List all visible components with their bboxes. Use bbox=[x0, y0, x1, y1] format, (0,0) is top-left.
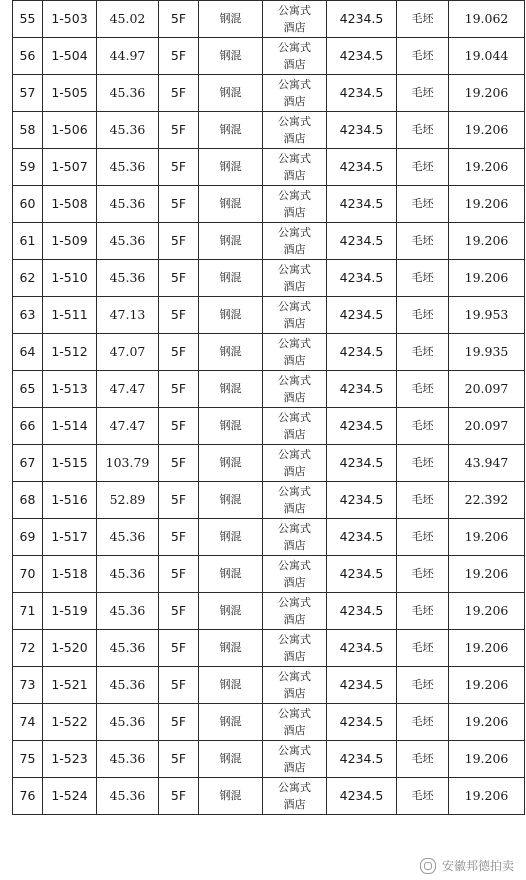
usage-line: 酒店 bbox=[283, 58, 306, 71]
table-row bbox=[13, 741, 525, 778]
total-cell: 19.206 bbox=[449, 741, 525, 778]
usage-line: 酒店 bbox=[283, 650, 306, 663]
usage-cell bbox=[263, 223, 327, 260]
total-cell: 20.097 bbox=[449, 371, 525, 408]
total-cell: 43.947 bbox=[449, 445, 525, 482]
row-number-cell: 68 bbox=[13, 482, 43, 519]
area-cell: 45.36 bbox=[97, 186, 159, 223]
structure-cell: 钢混 bbox=[199, 149, 263, 186]
area-cell: 45.36 bbox=[97, 556, 159, 593]
floor-cell: 5F bbox=[159, 297, 199, 334]
row-number-cell: 66 bbox=[13, 408, 43, 445]
usage-line: 公寓式 bbox=[278, 522, 311, 535]
row-number-cell: 57 bbox=[13, 75, 43, 112]
table-row bbox=[13, 38, 525, 75]
usage-cell bbox=[263, 75, 327, 112]
row-number-cell: 56 bbox=[13, 38, 43, 75]
table-row bbox=[13, 667, 525, 704]
unit-number-cell: 1-506 bbox=[43, 112, 97, 149]
table-row bbox=[13, 556, 525, 593]
unit-number-cell: 1-523 bbox=[43, 741, 97, 778]
area-cell: 45.36 bbox=[97, 741, 159, 778]
usage-line: 酒店 bbox=[283, 539, 306, 552]
row-number-cell: 69 bbox=[13, 519, 43, 556]
unit-number-cell: 1-521 bbox=[43, 667, 97, 704]
price-cell: 4234.5 bbox=[327, 297, 397, 334]
usage-line: 酒店 bbox=[283, 317, 306, 330]
table-row bbox=[13, 1, 525, 38]
area-cell: 45.36 bbox=[97, 630, 159, 667]
area-cell: 47.13 bbox=[97, 297, 159, 334]
price-cell: 4234.5 bbox=[327, 149, 397, 186]
usage-line: 公寓式 bbox=[278, 781, 311, 794]
row-number-cell: 70 bbox=[13, 556, 43, 593]
structure-cell: 钢混 bbox=[199, 667, 263, 704]
price-cell: 4234.5 bbox=[327, 38, 397, 75]
usage-line: 公寓式 bbox=[278, 263, 311, 276]
usage-line: 酒店 bbox=[283, 576, 306, 589]
usage-line: 公寓式 bbox=[278, 41, 311, 54]
row-number-cell: 71 bbox=[13, 593, 43, 630]
area-cell: 103.79 bbox=[97, 445, 159, 482]
floor-cell: 5F bbox=[159, 149, 199, 186]
usage-cell bbox=[263, 704, 327, 741]
structure-cell: 钢混 bbox=[199, 334, 263, 371]
usage-line: 酒店 bbox=[283, 761, 306, 774]
structure-cell: 钢混 bbox=[199, 593, 263, 630]
floor-cell: 5F bbox=[159, 482, 199, 519]
structure-cell: 钢混 bbox=[199, 482, 263, 519]
area-cell: 45.36 bbox=[97, 778, 159, 815]
unit-number-cell: 1-520 bbox=[43, 630, 97, 667]
watermark bbox=[420, 857, 514, 874]
total-cell: 19.206 bbox=[449, 519, 525, 556]
usage-cell bbox=[263, 593, 327, 630]
area-cell: 45.36 bbox=[97, 149, 159, 186]
usage-line: 酒店 bbox=[283, 95, 306, 108]
floor-cell: 5F bbox=[159, 1, 199, 38]
floor-cell: 5F bbox=[159, 519, 199, 556]
usage-line: 酒店 bbox=[283, 132, 306, 145]
floor-cell: 5F bbox=[159, 445, 199, 482]
total-cell: 19.206 bbox=[449, 704, 525, 741]
total-cell: 19.953 bbox=[449, 297, 525, 334]
floor-cell: 5F bbox=[159, 112, 199, 149]
unit-number-cell: 1-503 bbox=[43, 1, 97, 38]
total-cell: 19.206 bbox=[449, 223, 525, 260]
structure-cell: 钢混 bbox=[199, 556, 263, 593]
price-cell: 4234.5 bbox=[327, 704, 397, 741]
total-cell: 19.206 bbox=[449, 630, 525, 667]
area-cell: 45.36 bbox=[97, 75, 159, 112]
unit-number-cell: 1-515 bbox=[43, 445, 97, 482]
total-cell: 19.044 bbox=[449, 38, 525, 75]
usage-cell bbox=[263, 556, 327, 593]
price-cell: 4234.5 bbox=[327, 667, 397, 704]
usage-line: 酒店 bbox=[283, 280, 306, 293]
unit-number-cell: 1-508 bbox=[43, 186, 97, 223]
property-table bbox=[12, 0, 525, 815]
condition-cell: 毛坯 bbox=[397, 519, 449, 556]
usage-line: 公寓式 bbox=[278, 707, 311, 720]
price-cell: 4234.5 bbox=[327, 519, 397, 556]
row-number-cell: 60 bbox=[13, 186, 43, 223]
usage-line: 公寓式 bbox=[278, 300, 311, 313]
condition-cell: 毛坯 bbox=[397, 186, 449, 223]
unit-number-cell: 1-512 bbox=[43, 334, 97, 371]
unit-number-cell: 1-505 bbox=[43, 75, 97, 112]
usage-line: 公寓式 bbox=[278, 226, 311, 239]
floor-cell: 5F bbox=[159, 556, 199, 593]
total-cell: 20.097 bbox=[449, 408, 525, 445]
usage-line: 公寓式 bbox=[278, 596, 311, 609]
total-cell: 19.935 bbox=[449, 334, 525, 371]
unit-number-cell: 1-516 bbox=[43, 482, 97, 519]
table-row bbox=[13, 445, 525, 482]
usage-line: 酒店 bbox=[283, 21, 306, 34]
table-row bbox=[13, 630, 525, 667]
unit-number-cell: 1-511 bbox=[43, 297, 97, 334]
usage-line: 酒店 bbox=[283, 354, 306, 367]
price-cell: 4234.5 bbox=[327, 445, 397, 482]
structure-cell: 钢混 bbox=[199, 75, 263, 112]
floor-cell: 5F bbox=[159, 667, 199, 704]
unit-number-cell: 1-519 bbox=[43, 593, 97, 630]
table-row bbox=[13, 408, 525, 445]
row-number-cell: 59 bbox=[13, 149, 43, 186]
row-number-cell: 75 bbox=[13, 741, 43, 778]
row-number-cell: 64 bbox=[13, 334, 43, 371]
row-number-cell: 76 bbox=[13, 778, 43, 815]
price-cell: 4234.5 bbox=[327, 112, 397, 149]
condition-cell: 毛坯 bbox=[397, 556, 449, 593]
price-cell: 4234.5 bbox=[327, 223, 397, 260]
usage-line: 公寓式 bbox=[278, 670, 311, 683]
total-cell: 19.206 bbox=[449, 149, 525, 186]
usage-line: 公寓式 bbox=[278, 411, 311, 424]
condition-cell: 毛坯 bbox=[397, 408, 449, 445]
watermark-text: 安徽邦德拍卖 bbox=[441, 859, 514, 873]
row-number-cell: 58 bbox=[13, 112, 43, 149]
unit-number-cell: 1-513 bbox=[43, 371, 97, 408]
usage-line: 公寓式 bbox=[278, 189, 311, 202]
table-row bbox=[13, 297, 525, 334]
structure-cell: 钢混 bbox=[199, 223, 263, 260]
usage-line: 酒店 bbox=[283, 169, 306, 182]
table-row bbox=[13, 112, 525, 149]
unit-number-cell: 1-504 bbox=[43, 38, 97, 75]
usage-line: 酒店 bbox=[283, 687, 306, 700]
structure-cell: 钢混 bbox=[199, 630, 263, 667]
area-cell: 47.47 bbox=[97, 371, 159, 408]
condition-cell: 毛坯 bbox=[397, 75, 449, 112]
structure-cell: 钢混 bbox=[199, 297, 263, 334]
structure-cell: 钢混 bbox=[199, 704, 263, 741]
area-cell: 44.97 bbox=[97, 38, 159, 75]
table-row bbox=[13, 149, 525, 186]
area-cell: 47.47 bbox=[97, 408, 159, 445]
usage-line: 公寓式 bbox=[278, 633, 311, 646]
total-cell: 19.206 bbox=[449, 556, 525, 593]
price-cell: 4234.5 bbox=[327, 186, 397, 223]
total-cell: 19.206 bbox=[449, 186, 525, 223]
usage-cell bbox=[263, 519, 327, 556]
area-cell: 52.89 bbox=[97, 482, 159, 519]
table-row bbox=[13, 519, 525, 556]
usage-cell bbox=[263, 778, 327, 815]
table-row bbox=[13, 371, 525, 408]
usage-line: 公寓式 bbox=[278, 337, 311, 350]
total-cell: 19.206 bbox=[449, 112, 525, 149]
condition-cell: 毛坯 bbox=[397, 593, 449, 630]
table-row bbox=[13, 75, 525, 112]
usage-cell bbox=[263, 334, 327, 371]
condition-cell: 毛坯 bbox=[397, 38, 449, 75]
floor-cell: 5F bbox=[159, 75, 199, 112]
structure-cell: 钢混 bbox=[199, 38, 263, 75]
row-number-cell: 61 bbox=[13, 223, 43, 260]
wechat-icon bbox=[420, 858, 436, 874]
floor-cell: 5F bbox=[159, 38, 199, 75]
usage-cell bbox=[263, 38, 327, 75]
structure-cell: 钢混 bbox=[199, 741, 263, 778]
floor-cell: 5F bbox=[159, 260, 199, 297]
usage-line: 公寓式 bbox=[278, 115, 311, 128]
table-row bbox=[13, 482, 525, 519]
usage-line: 公寓式 bbox=[278, 744, 311, 757]
condition-cell: 毛坯 bbox=[397, 741, 449, 778]
usage-line: 酒店 bbox=[283, 428, 306, 441]
usage-line: 酒店 bbox=[283, 724, 306, 737]
total-cell: 19.206 bbox=[449, 593, 525, 630]
unit-number-cell: 1-514 bbox=[43, 408, 97, 445]
price-cell: 4234.5 bbox=[327, 741, 397, 778]
table-row bbox=[13, 778, 525, 815]
usage-line: 公寓式 bbox=[278, 152, 311, 165]
total-cell: 19.062 bbox=[449, 1, 525, 38]
usage-cell bbox=[263, 630, 327, 667]
floor-cell: 5F bbox=[159, 334, 199, 371]
price-cell: 4234.5 bbox=[327, 482, 397, 519]
usage-line: 酒店 bbox=[283, 613, 306, 626]
condition-cell: 毛坯 bbox=[397, 112, 449, 149]
price-cell: 4234.5 bbox=[327, 1, 397, 38]
usage-line: 公寓式 bbox=[278, 4, 311, 17]
row-number-cell: 72 bbox=[13, 630, 43, 667]
condition-cell: 毛坯 bbox=[397, 1, 449, 38]
usage-cell bbox=[263, 371, 327, 408]
floor-cell: 5F bbox=[159, 741, 199, 778]
total-cell: 19.206 bbox=[449, 778, 525, 815]
usage-cell bbox=[263, 445, 327, 482]
floor-cell: 5F bbox=[159, 778, 199, 815]
floor-cell: 5F bbox=[159, 408, 199, 445]
price-cell: 4234.5 bbox=[327, 371, 397, 408]
area-cell: 45.36 bbox=[97, 260, 159, 297]
structure-cell: 钢混 bbox=[199, 445, 263, 482]
usage-line: 公寓式 bbox=[278, 448, 311, 461]
total-cell: 19.206 bbox=[449, 75, 525, 112]
floor-cell: 5F bbox=[159, 630, 199, 667]
usage-cell bbox=[263, 1, 327, 38]
structure-cell: 钢混 bbox=[199, 1, 263, 38]
table-row bbox=[13, 223, 525, 260]
usage-cell bbox=[263, 667, 327, 704]
floor-cell: 5F bbox=[159, 593, 199, 630]
floor-cell: 5F bbox=[159, 223, 199, 260]
price-cell: 4234.5 bbox=[327, 75, 397, 112]
row-number-cell: 65 bbox=[13, 371, 43, 408]
table-row bbox=[13, 260, 525, 297]
usage-cell bbox=[263, 260, 327, 297]
usage-line: 酒店 bbox=[283, 391, 306, 404]
table-row bbox=[13, 593, 525, 630]
area-cell: 45.36 bbox=[97, 667, 159, 704]
total-cell: 19.206 bbox=[449, 260, 525, 297]
condition-cell: 毛坯 bbox=[397, 371, 449, 408]
unit-number-cell: 1-517 bbox=[43, 519, 97, 556]
price-cell: 4234.5 bbox=[327, 556, 397, 593]
row-number-cell: 74 bbox=[13, 704, 43, 741]
price-cell: 4234.5 bbox=[327, 593, 397, 630]
structure-cell: 钢混 bbox=[199, 519, 263, 556]
area-cell: 45.36 bbox=[97, 519, 159, 556]
area-cell: 45.02 bbox=[97, 1, 159, 38]
usage-cell bbox=[263, 408, 327, 445]
usage-cell bbox=[263, 112, 327, 149]
condition-cell: 毛坯 bbox=[397, 667, 449, 704]
table-body bbox=[13, 1, 525, 815]
unit-number-cell: 1-524 bbox=[43, 778, 97, 815]
row-number-cell: 73 bbox=[13, 667, 43, 704]
unit-number-cell: 1-509 bbox=[43, 223, 97, 260]
structure-cell: 钢混 bbox=[199, 371, 263, 408]
usage-line: 酒店 bbox=[283, 243, 306, 256]
structure-cell: 钢混 bbox=[199, 112, 263, 149]
unit-number-cell: 1-510 bbox=[43, 260, 97, 297]
total-cell: 19.206 bbox=[449, 667, 525, 704]
row-number-cell: 63 bbox=[13, 297, 43, 334]
table-row bbox=[13, 186, 525, 223]
condition-cell: 毛坯 bbox=[397, 445, 449, 482]
structure-cell: 钢混 bbox=[199, 778, 263, 815]
row-number-cell: 67 bbox=[13, 445, 43, 482]
area-cell: 45.36 bbox=[97, 593, 159, 630]
price-cell: 4234.5 bbox=[327, 408, 397, 445]
area-cell: 45.36 bbox=[97, 223, 159, 260]
area-cell: 45.36 bbox=[97, 112, 159, 149]
floor-cell: 5F bbox=[159, 186, 199, 223]
area-cell: 45.36 bbox=[97, 704, 159, 741]
usage-cell bbox=[263, 297, 327, 334]
usage-line: 酒店 bbox=[283, 465, 306, 478]
area-cell: 47.07 bbox=[97, 334, 159, 371]
usage-line: 酒店 bbox=[283, 502, 306, 515]
row-number-cell: 62 bbox=[13, 260, 43, 297]
usage-line: 公寓式 bbox=[278, 78, 311, 91]
unit-number-cell: 1-522 bbox=[43, 704, 97, 741]
row-number-cell: 55 bbox=[13, 1, 43, 38]
usage-line: 酒店 bbox=[283, 206, 306, 219]
usage-cell bbox=[263, 186, 327, 223]
total-cell: 22.392 bbox=[449, 482, 525, 519]
price-cell: 4234.5 bbox=[327, 334, 397, 371]
structure-cell: 钢混 bbox=[199, 260, 263, 297]
structure-cell: 钢混 bbox=[199, 186, 263, 223]
usage-line: 公寓式 bbox=[278, 374, 311, 387]
usage-line: 公寓式 bbox=[278, 559, 311, 572]
price-cell: 4234.5 bbox=[327, 260, 397, 297]
usage-cell bbox=[263, 149, 327, 186]
condition-cell: 毛坯 bbox=[397, 334, 449, 371]
condition-cell: 毛坯 bbox=[397, 482, 449, 519]
floor-cell: 5F bbox=[159, 371, 199, 408]
usage-line: 酒店 bbox=[283, 798, 306, 811]
price-cell: 4234.5 bbox=[327, 778, 397, 815]
condition-cell: 毛坯 bbox=[397, 149, 449, 186]
price-cell: 4234.5 bbox=[327, 630, 397, 667]
structure-cell: 钢混 bbox=[199, 408, 263, 445]
unit-number-cell: 1-507 bbox=[43, 149, 97, 186]
usage-cell bbox=[263, 741, 327, 778]
usage-cell bbox=[263, 482, 327, 519]
floor-cell: 5F bbox=[159, 704, 199, 741]
condition-cell: 毛坯 bbox=[397, 630, 449, 667]
condition-cell: 毛坯 bbox=[397, 297, 449, 334]
condition-cell: 毛坯 bbox=[397, 778, 449, 815]
table-row bbox=[13, 704, 525, 741]
condition-cell: 毛坯 bbox=[397, 704, 449, 741]
unit-number-cell: 1-518 bbox=[43, 556, 97, 593]
usage-line: 公寓式 bbox=[278, 485, 311, 498]
table-row bbox=[13, 334, 525, 371]
condition-cell: 毛坯 bbox=[397, 260, 449, 297]
condition-cell: 毛坯 bbox=[397, 223, 449, 260]
